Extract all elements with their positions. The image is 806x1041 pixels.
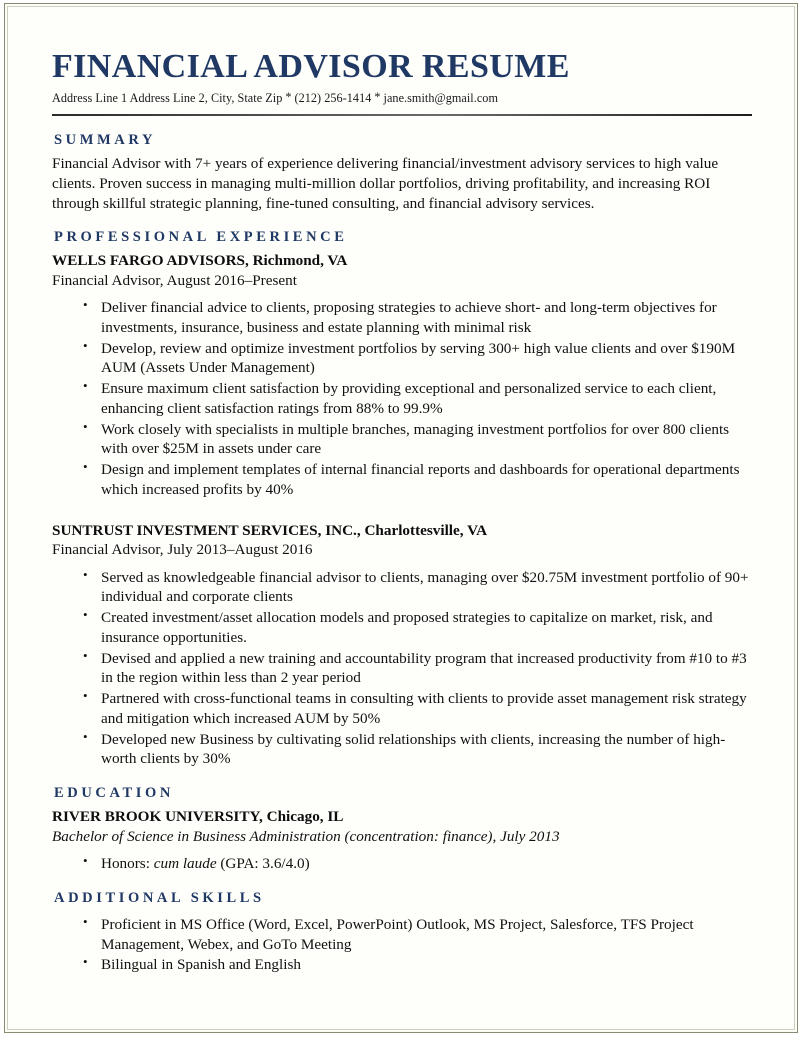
list-item: [52, 854, 752, 874]
education-honors-gpa: (GPA: 3.6/4.0): [216, 855, 310, 872]
contact-separator-1: *: [285, 90, 292, 105]
skills-bullet-list: [52, 915, 752, 975]
section-heading-summary: SUMMARY: [54, 132, 157, 149]
education-honors-distinction: cum laude: [153, 855, 217, 872]
section-heading-additional-skills: ADDITIONAL SKILLS: [54, 889, 265, 906]
job-role-and-dates: Financial Advisor, July 2013–August 2016: [52, 541, 313, 559]
list-item: • Served as knowledgeable financial advisor to clients, managing over $20.75M investment portfolio of 90+ individual and corporate clients: [52, 568, 752, 608]
education-honors-prefix: Honors:: [101, 855, 154, 872]
contact-separator-2: *: [374, 90, 381, 105]
section-heading-professional-experience: PROFESSIONAL EXPERIENCE: [54, 229, 348, 246]
contact-phone: (212) 256-1414: [294, 91, 372, 106]
education-degree: Bachelor of Science in Business Administration (concentration: finance), July 2013: [52, 827, 560, 845]
list-item: • Devised and applied a new training and accountability program that increased productivity from #10 to #3 in the region within less than 2 year period: [52, 649, 752, 689]
list-item: • Develop, review and optimize investment portfolios by serving 300+ high value clients and over $190M AUM (Assets Under Management): [52, 339, 752, 379]
header-divider: [52, 114, 752, 116]
list-item: • Bilingual in Spanish and English: [52, 955, 752, 975]
resume-document: [52, 49, 752, 976]
list-item: • Developed new Business by cultivating solid relationships with clients, increasing the number of high-worth clients by 30%: [52, 730, 752, 770]
list-item: • Deliver financial advice to clients, proposing strategies to achieve short- and long-term objectives for investments, insurance, business and estate planning with minimal risk: [52, 298, 752, 338]
summary-text: Financial Advisor with 7+ years of experience delivering financial/investment advisory services to high value clients. Proven success in managing multi-million dollar portfolios, driving profitability, and increasing ROI through skillful strategic planning, fine-tuned consulting, and financial advisory services.: [52, 155, 719, 212]
contact-address: Address Line 1 Address Line 2, City, State Zip: [52, 91, 283, 106]
section-heading-education: EDUCATION: [54, 785, 174, 802]
list-item: • Proficient in MS Office (Word, Excel, PowerPoint) Outlook, MS Project, Salesforce, TFS Project Management, Webex, and GoTo Meeting: [52, 915, 752, 955]
experience-entry: [52, 251, 752, 499]
section-summary: [52, 132, 752, 213]
job-company: WELLS FARGO ADVISORS, Richmond, VA: [52, 252, 348, 270]
education-school: RIVER BROOK UNIVERSITY, Chicago, IL: [52, 808, 344, 826]
job-role-and-dates: Financial Advisor, August 2016–Present: [52, 271, 297, 289]
resume-header: [52, 49, 752, 116]
page-title: FINANCIAL ADVISOR RESUME: [52, 48, 570, 85]
list-item: • Design and implement templates of internal financial reports and dashboards for operational departments which increased profits by 40%: [52, 460, 752, 500]
page-frame: [4, 3, 798, 1033]
list-item: • Created investment/asset allocation models and proposed strategies to capitalize on market, risk, and insurance opportunities.: [52, 608, 752, 648]
section-additional-skills: [52, 890, 752, 975]
job-bullet-list: [52, 568, 752, 770]
list-item: • Work closely with specialists in multiple branches, managing investment portfolios for over 800 clients with over $25M in assets under care: [52, 420, 752, 460]
list-item: • Ensure maximum client satisfaction by providing exceptional and personalized service to each client, enhancing client satisfaction ratings from 88% to 99.9%: [52, 379, 752, 419]
list-item: • Partnered with cross-functional teams in consulting with clients to provide asset management risk strategy and mitigation which increased AUM by 50%: [52, 689, 752, 729]
section-education: [52, 785, 752, 874]
contact-email: jane.smith@gmail.com: [383, 91, 498, 106]
section-professional-experience: [52, 229, 752, 769]
experience-entry: [52, 521, 752, 769]
page-inner: [7, 6, 795, 1030]
education-bullet-list: [52, 854, 752, 874]
job-company: SUNTRUST INVESTMENT SERVICES, INC., Charlottesville, VA: [52, 521, 488, 539]
job-bullet-list: [52, 298, 752, 500]
contact-line: [52, 90, 752, 106]
